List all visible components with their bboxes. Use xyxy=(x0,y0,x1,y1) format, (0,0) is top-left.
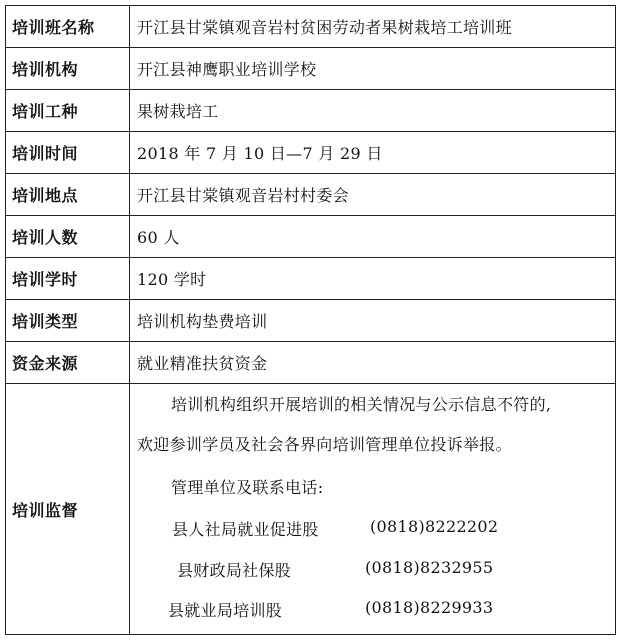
contact-item xyxy=(168,598,282,621)
label-headcount: 培训人数 xyxy=(6,216,130,258)
row-institution xyxy=(6,48,616,90)
value-location: 开江县甘棠镇观音岩村村委会 xyxy=(130,174,616,216)
label-hours: 培训学时 xyxy=(6,258,130,300)
training-info-table xyxy=(5,5,616,635)
contact-phone-item xyxy=(370,517,498,536)
label-location: 培训地点 xyxy=(6,174,130,216)
value-headcount: 60 人 xyxy=(130,216,616,258)
value-institution: 开江县神鹰职业培训学校 xyxy=(130,48,616,90)
supervision-content xyxy=(130,384,616,635)
value-job-type: 果树栽培工 xyxy=(130,90,616,132)
row-funding xyxy=(6,342,616,384)
contact-name: 县财政局社保股 xyxy=(177,561,292,580)
label-institution: 培训机构 xyxy=(6,48,130,90)
label-training-time: 培训时间 xyxy=(6,132,130,174)
contact-item xyxy=(177,558,291,581)
contact-name: 县就业局培训股 xyxy=(168,601,283,620)
value-funding: 就业精准扶贫资金 xyxy=(130,342,616,384)
value-training-type: 培训机构垫费培训 xyxy=(130,300,616,342)
contact-phone: (0818)8222202 xyxy=(370,517,499,536)
label-funding: 资金来源 xyxy=(6,342,130,384)
row-supervision xyxy=(6,384,616,635)
value-training-time: 2018 年 7 月 10 日—7 月 29 日 xyxy=(130,132,616,174)
row-job-type xyxy=(6,90,616,132)
value-class-name: 开江县甘棠镇观音岩村贫困劳动者果树栽培工培训班 xyxy=(130,6,616,48)
value-hours: 120 学时 xyxy=(130,258,616,300)
row-location xyxy=(6,174,616,216)
label-supervision: 培训监督 xyxy=(6,384,130,635)
supervision-paragraph-line1: 培训机构组织开展培训的相关情况与公示信息不符的, xyxy=(171,395,552,414)
contact-phone-item xyxy=(365,598,493,617)
contact-name: 县人社局就业促进股 xyxy=(172,520,319,539)
contacts-heading: 管理单位及联系电话: xyxy=(171,478,324,497)
row-hours xyxy=(6,258,616,300)
contact-phone-item xyxy=(365,558,493,577)
row-training-time xyxy=(6,132,616,174)
row-headcount xyxy=(6,216,616,258)
label-training-type: 培训类型 xyxy=(6,300,130,342)
label-class-name: 培训班名称 xyxy=(6,6,130,48)
contact-item xyxy=(172,517,319,540)
supervision-paragraph-line2: 欢迎参训学员及社会各界向培训管理单位投诉举报。 xyxy=(137,435,512,454)
contact-phone: (0818)8229933 xyxy=(365,598,494,617)
row-class-name xyxy=(6,6,616,48)
label-job-type: 培训工种 xyxy=(6,90,130,132)
contact-phone: (0818)8232955 xyxy=(365,558,494,577)
row-training-type xyxy=(6,300,616,342)
